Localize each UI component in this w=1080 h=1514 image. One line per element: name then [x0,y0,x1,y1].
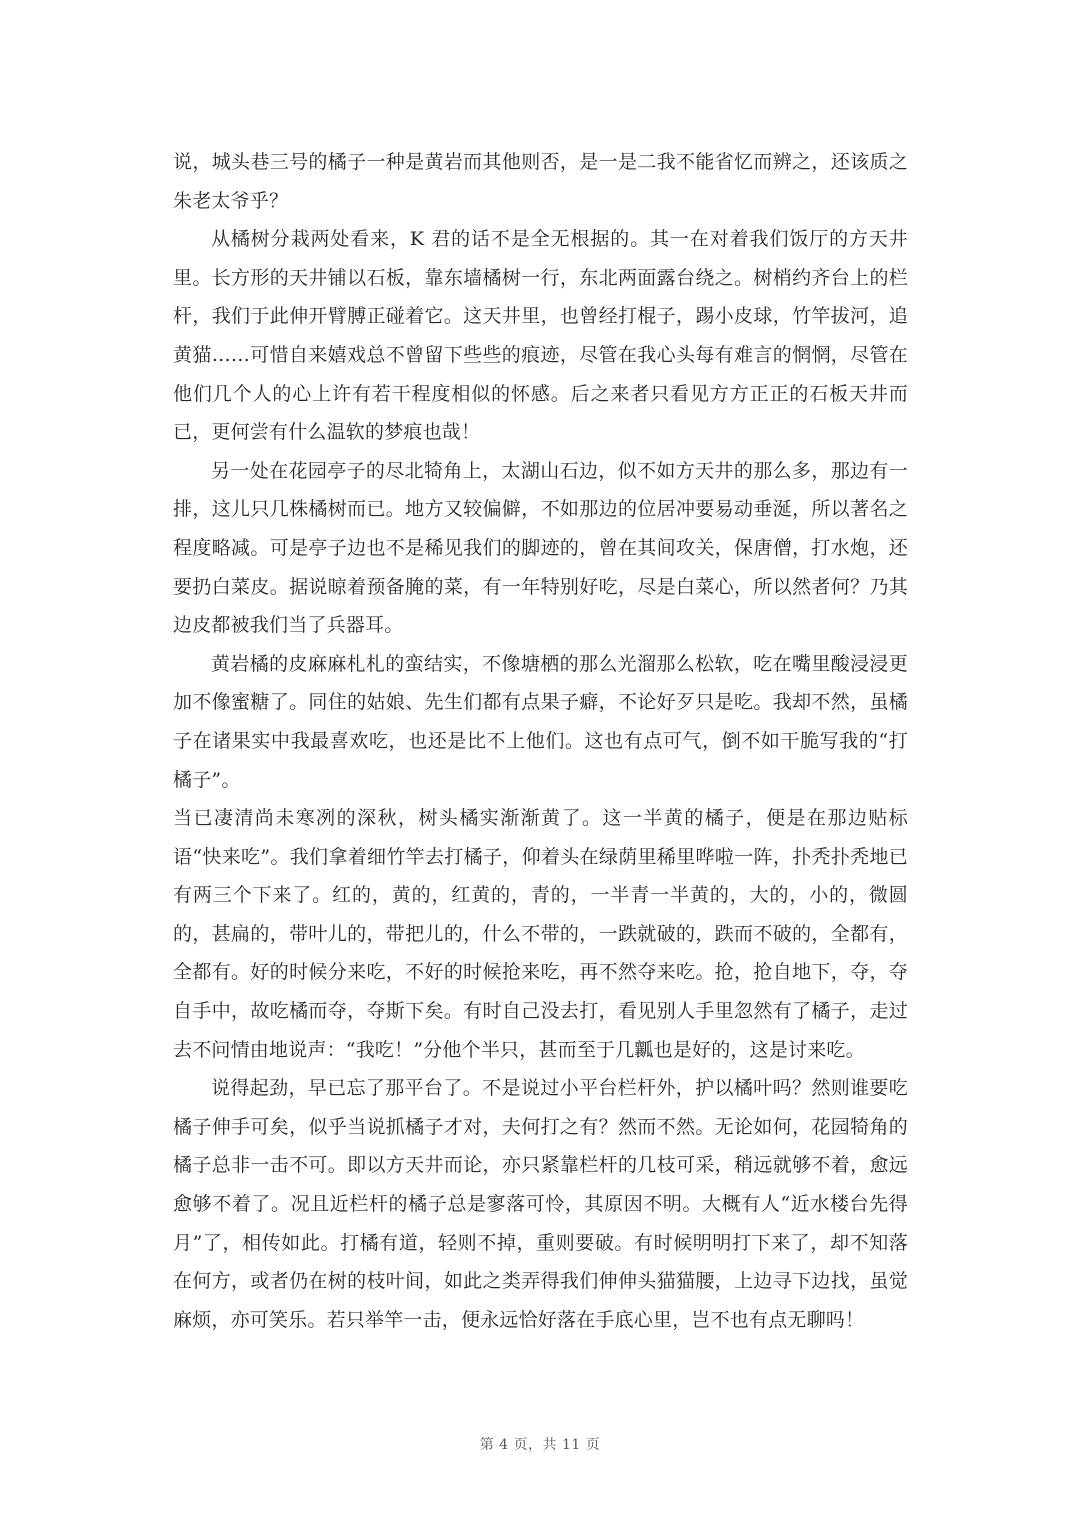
paragraph-2: 从橘树分栽两处看来，K 君的话不是全无根据的。其一在对着我们饭厅的方天井里。长方形的天井铺以石板，靠东墙橘树一行，东北两面露台绕之。树梢约齐台上的栏杆，我们于此伸开臂膊正碰着它。这天井里，也曾经打棍子，踢小皮球，竹竿拔河，追黄猫……可惜自来嬉戏总不曾留下些些的痕迹，尽管在我心头每有难言的惘惘，尽管在他们几个人的心上许有若干程度相似的怀感。后之来者只看见方方正正的石板天井而已，更何尝有什么温软的梦痕也哉！ [173,228,908,444]
paragraph-6: 说得起劲，早已忘了那平台了。不是说过小平台栏杆外，护以橘叶吗？然则谁要吃橘子伸手可矣，似乎当说抓橘子才对，夫何打之有？然而不然。无论如何，花园犄角的橘子总非一击不可。即以方天井而论，亦只紧靠栏杆的几枝可采，稍远就够不着，愈远愈够不着了。况且近栏杆的橘子总是寥落可怜，其原因不明。大概有人“近水楼台先得月”了，相传如此。打橘有道，轻则不掉，重则要破。有时候明明打下来了，却不知落在何方，或者仍在树的枝叶间，如此之类弄得我们伸伸头猫猫腰，上边寻下边找，虽觉麻烦，亦可笑乐。若只举竿一击，便永远恰好落在手底心里，岂不也有点无聊吗！ [173,1077,908,1331]
paragraph-1: 说，城头巷三号的橘子一种是黄岩而其他则否，是一是二我不能省忆而辨之，还该质之朱老太爷乎？ [173,151,908,212]
document-body [173,143,908,1339]
paragraph-5: 当已凄清尚未寒冽的深秋，树头橘实渐渐黄了。这一半黄的橘子，便是在那边贴标语“快来吃”。我们拿着细竹竿去打橘子，仰着头在绿荫里稀里哗啦一阵，扑秃扑秃地已有两三个下来了。红的，黄的，红黄的，青的，一半青一半黄的，大的，小的，微圆的，甚扁的，带叶儿的，带把儿的，什么不带的，一跌就破的，跌而不破的，全都有，全都有。好的时候分来吃，不好的时候抢来吃，再不然夺来吃。抢，抢自地下，夺，夺自手中，故吃橘而夺，夺斯下矣。有时自己没去打，看见别人手里忽然有了橘子，走过去不问情由地说声：“我吃！”分他个半只，甚而至于几瓤也是好的，这是讨来吃。 [173,807,908,1061]
paragraph-3: 另一处在花园亭子的尽北犄角上，太湖山石边，似不如方天井的那么多，那边有一排，这儿只几株橘树而已。地方又较偏僻，不如那边的位居冲要易动垂涎，所以著名之程度略减。可是亭子边也不是稀见我们的脚迹的，曾在其间攻关，保唐僧，打水炮，还要扔白菜皮。据说晾着预备腌的菜，有一年特别好吃，尽是白菜心，所以然者何？乃其边皮都被我们当了兵器耳。 [173,459,908,637]
page-number-footer: 第 4 页，共 11 页 [479,1437,601,1453]
paragraph-4: 黄岩橘的皮麻麻札札的蛮结实，不像塘栖的那么光溜那么松软，吃在嘴里酸浸浸更加不像蜜糖了。同住的姑娘、先生们都有点果子癖，不论好歹只是吃。我却不然，虽橘子在诸果实中我最喜欢吃，也还是比不上他们。这也有点可气，倒不如干脆写我的“打橘子”。 [173,652,908,791]
